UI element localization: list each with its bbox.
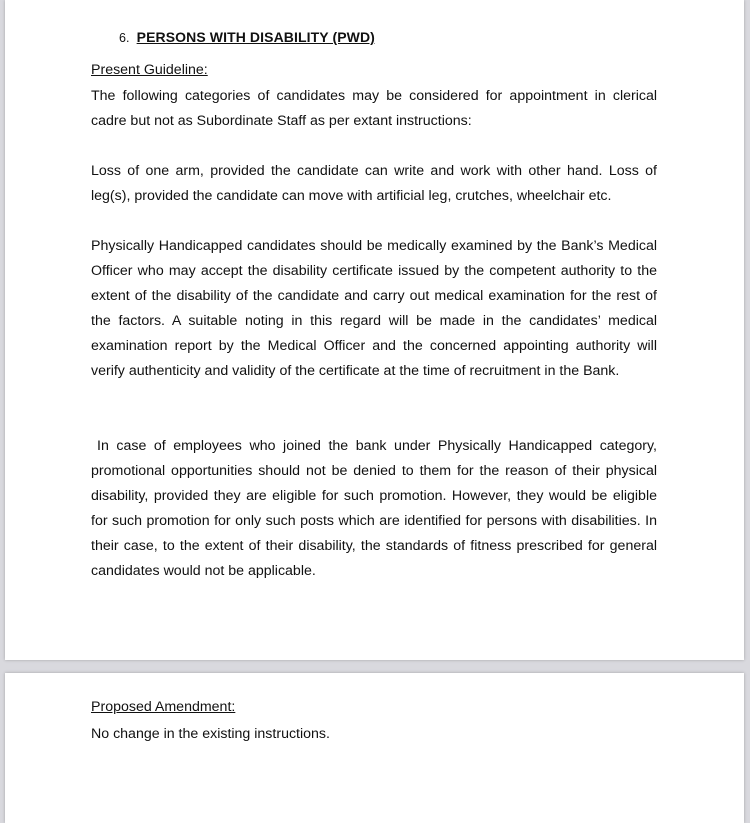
section-number: 6. xyxy=(119,31,130,45)
present-guideline-label: Present Guideline: xyxy=(91,62,208,78)
section-title: PERSONS WITH DISABILITY (PWD) xyxy=(136,29,375,45)
guideline-paragraph-promotion-text: In case of employees who joined the bank under Physically Handicapped category, promotional opportunities should not be denied to them for the reason of their physical disability, provided they are eligible for such promotion. However, they would be eligible for such promotion for only such posts which are identified for persons with disabilities. In their case, to the extent of their disability, the standards of fitness prescribed for general candidates would not be applicable. xyxy=(91,438,657,579)
proposed-amendment-label: Proposed Amendment: xyxy=(91,699,236,715)
proposed-amendment-text: No change in the existing instructions. xyxy=(91,726,330,742)
guideline-paragraph-promotion xyxy=(91,434,657,584)
guideline-paragraph-medical-exam: Physically Handicapped candidates should be medically examined by the Bank’s Medical Officer who may accept the disability certificate issued by the competent authority to the extent of the disability of the candidate and carry out medical examination for the rest of the factors. A suitable noting in this regard will be made in the candidates’ medical examination report by the Medical Officer and the concerned appointing authority will verify authenticity and validity of the certificate at the time of recruitment in the Bank. xyxy=(91,238,657,379)
document-page-2 xyxy=(5,673,744,823)
guideline-paragraph-loss-of-limb: Loss of one arm, provided the candidate can write and work with other hand. Loss of leg(s), provided the candidate can move with artificial leg, crutches, wheelchair etc. xyxy=(91,163,657,204)
section-heading xyxy=(119,29,375,45)
document-page-1 xyxy=(5,0,744,660)
guideline-paragraph-eligibility: The following categories of candidates may be considered for appointment in clerical cadre but not as Subordinate Staff as per extant instructions: xyxy=(91,88,657,129)
